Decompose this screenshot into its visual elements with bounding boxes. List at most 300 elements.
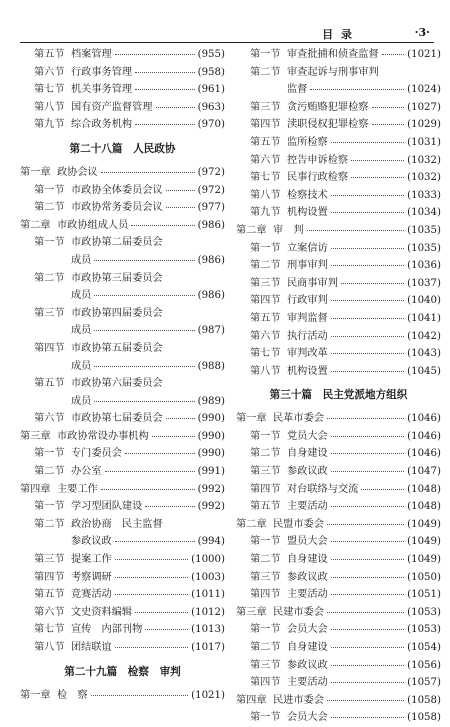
part-title: 第二十八篇 人民政协 xyxy=(69,142,176,155)
dot-leader xyxy=(331,471,404,472)
entry-page: (1024) xyxy=(407,84,441,96)
entry-label: 第二节 xyxy=(34,272,65,284)
entry-page: (992) xyxy=(197,501,225,513)
toc-section-entry xyxy=(236,445,441,463)
entry-label: 第二章 xyxy=(236,518,267,530)
toc-chapter-entry xyxy=(236,604,441,622)
entry-label: 第六节 xyxy=(34,66,65,78)
entry-label: 第一节 xyxy=(34,184,65,196)
entry-page: (1029) xyxy=(407,119,441,131)
entry-title: 办公室 xyxy=(71,466,102,478)
entry-page: (992) xyxy=(197,483,225,495)
dot-leader xyxy=(331,541,404,542)
entry-label: 第五节 xyxy=(250,501,281,513)
dot-leader xyxy=(351,160,404,161)
entry-page: (1037) xyxy=(407,277,441,289)
entry-label: 第三章 xyxy=(20,430,51,442)
entry-page: (961) xyxy=(197,84,225,96)
entry-page: (994) xyxy=(197,536,225,548)
entry-title: 学习型团队建设 xyxy=(71,501,143,513)
toc-section-entry xyxy=(236,257,441,275)
entry-page: (1021) xyxy=(407,49,441,60)
dot-leader xyxy=(94,401,195,402)
entry-title: 审查批捕和侦查监督 xyxy=(287,49,379,60)
toc-section-entry xyxy=(236,639,441,657)
entry-title: 审判改革 xyxy=(287,348,328,360)
entry-page: (1058) xyxy=(407,712,441,724)
entry-label: 第四节 xyxy=(250,483,281,495)
entry-page: (972) xyxy=(197,184,225,196)
toc-section-entry xyxy=(20,445,225,463)
toc-entry-continuation xyxy=(20,287,225,305)
entry-page: (1013) xyxy=(191,624,225,636)
entry-title: 成员 xyxy=(71,290,92,302)
entry-label: 第六节 xyxy=(34,606,65,618)
toc-section-entry xyxy=(236,586,441,604)
toc-section-entry xyxy=(236,116,441,134)
toc-section-entry xyxy=(236,169,441,187)
entry-title: 市政协第二届委员会 xyxy=(71,237,163,249)
entry-label: 第四章 xyxy=(20,483,51,495)
entry-label: 第八节 xyxy=(250,365,281,377)
dot-leader xyxy=(156,107,195,108)
dot-leader xyxy=(331,371,404,372)
entry-page: (1032) xyxy=(407,172,441,184)
dot-leader xyxy=(135,124,195,125)
dot-leader xyxy=(382,54,404,55)
entry-title: 审查起诉与刑事审判 xyxy=(287,66,379,78)
entry-page: (1012) xyxy=(191,606,225,618)
toc-column-right xyxy=(236,46,441,727)
entry-label: 第八节 xyxy=(34,642,65,653)
entry-title: 民革市委会 xyxy=(273,413,324,425)
part-heading xyxy=(20,134,225,164)
toc-chapter-entry xyxy=(20,164,225,182)
entry-title: 主要活动 xyxy=(287,589,328,601)
toc-section-entry xyxy=(20,305,225,323)
toc-section-entry xyxy=(20,375,225,393)
toc-chapter-entry xyxy=(20,217,225,235)
entry-title: 档案管理 xyxy=(71,49,112,60)
part-heading xyxy=(20,657,225,687)
entry-page: (1051) xyxy=(407,589,441,601)
toc-section-entry xyxy=(236,240,441,258)
entry-label: 第一节 xyxy=(34,501,65,513)
entry-label: 第七节 xyxy=(34,84,65,96)
dot-leader xyxy=(131,225,195,226)
entry-title: 民事行政检察 xyxy=(287,172,349,184)
entry-page: (970) xyxy=(197,119,225,131)
entry-title: 文史资料编辑 xyxy=(71,606,133,618)
toc-section-entry xyxy=(20,604,225,622)
entry-page: (991) xyxy=(197,466,225,478)
header-rule xyxy=(20,42,434,43)
entry-page: (986) xyxy=(197,254,225,266)
dot-leader xyxy=(101,489,195,490)
entry-page: (1003) xyxy=(191,571,225,583)
entry-page: (1034) xyxy=(407,207,441,219)
toc-section-entry xyxy=(236,481,441,499)
entry-title: 市政协第六届委员会 xyxy=(71,378,163,390)
dot-leader xyxy=(145,629,188,630)
entry-title: 市政协全体委员会议 xyxy=(71,184,163,196)
entry-title: 国有资产监督管理 xyxy=(71,101,153,113)
dot-leader xyxy=(331,453,404,454)
toc-column-left xyxy=(20,46,225,704)
entry-title: 监所检察 xyxy=(287,136,328,148)
entry-page: (990) xyxy=(197,448,225,460)
entry-page: (1040) xyxy=(407,295,441,307)
entry-page: (1049) xyxy=(407,536,441,548)
entry-label: 第四节 xyxy=(34,571,65,583)
dot-leader xyxy=(115,54,195,55)
entry-label: 第二章 xyxy=(236,224,267,236)
entry-page: (1046) xyxy=(407,448,441,460)
entry-label: 第二节 xyxy=(250,66,281,78)
entry-title: 主要活动 xyxy=(287,677,328,689)
entry-page: (1046) xyxy=(407,430,441,442)
entry-title: 自身建设 xyxy=(287,554,328,566)
toc-section-entry xyxy=(236,292,441,310)
entry-label: 第六节 xyxy=(250,154,281,166)
dot-leader xyxy=(331,248,404,249)
entry-page: (1011) xyxy=(191,589,225,601)
dot-leader xyxy=(166,207,195,208)
entry-label: 第一章 xyxy=(236,413,267,425)
dot-leader xyxy=(372,124,404,125)
dot-leader xyxy=(331,506,404,507)
entry-label: 第二章 xyxy=(20,219,51,231)
dot-leader xyxy=(331,436,404,437)
entry-page: (1054) xyxy=(407,642,441,653)
entry-page: (1049) xyxy=(407,518,441,530)
entry-label: 第七节 xyxy=(34,624,65,636)
toc-section-entry xyxy=(236,533,441,551)
entry-title: 党员大会 xyxy=(287,430,328,442)
dot-leader xyxy=(115,577,188,578)
entry-label: 第二节 xyxy=(34,202,65,214)
entry-label: 第二节 xyxy=(250,642,281,653)
toc-chapter-entry xyxy=(20,687,225,705)
entry-page: (1047) xyxy=(407,466,441,478)
entry-page: (986) xyxy=(197,290,225,302)
dot-leader xyxy=(331,300,404,301)
entry-page: (1036) xyxy=(407,260,441,272)
entry-label: 第九节 xyxy=(34,119,65,131)
toc-section-entry xyxy=(20,64,225,82)
toc-section-entry xyxy=(236,551,441,569)
entry-title: 刑事审判 xyxy=(287,260,328,272)
toc-section-entry xyxy=(236,64,441,82)
entry-label: 第一节 xyxy=(250,430,281,442)
entry-title: 机构设置 xyxy=(287,365,328,377)
entry-title: 对台联络与交流 xyxy=(287,483,359,495)
dot-leader xyxy=(331,682,404,683)
entry-label: 第二节 xyxy=(34,518,65,530)
entry-title: 监督 xyxy=(287,84,308,96)
entry-title: 检察技术 xyxy=(287,189,328,201)
entry-title: 市政协组成人员 xyxy=(57,219,129,231)
entry-label: 第五节 xyxy=(34,589,65,601)
entry-title: 政治协商 民主监督 xyxy=(71,518,163,530)
entry-title: 自身建设 xyxy=(287,448,328,460)
dot-leader xyxy=(94,330,195,331)
entry-label: 第二节 xyxy=(250,448,281,460)
entry-label: 第三节 xyxy=(250,101,281,113)
dot-leader xyxy=(341,283,404,284)
entry-label: 第三节 xyxy=(34,307,65,319)
entry-label: 第一节 xyxy=(34,448,65,460)
entry-title: 市政协第五届委员会 xyxy=(71,342,163,354)
toc-section-entry xyxy=(236,345,441,363)
entry-page: (977) xyxy=(197,202,225,214)
toc-section-entry xyxy=(20,99,225,117)
dot-leader xyxy=(331,577,404,578)
dot-leader xyxy=(307,230,404,231)
toc-section-entry xyxy=(236,363,441,381)
entry-title: 执行活动 xyxy=(287,330,328,342)
entry-page: (963) xyxy=(197,101,225,113)
entry-title: 民进市委会 xyxy=(273,694,324,706)
dot-leader xyxy=(166,190,195,191)
dot-leader xyxy=(310,89,404,90)
entry-title: 机关事务管理 xyxy=(71,84,133,96)
entry-title: 考察调研 xyxy=(71,571,112,583)
entry-label: 第七节 xyxy=(250,348,281,360)
toc-section-entry xyxy=(236,310,441,328)
entry-title: 民建市委会 xyxy=(273,606,324,618)
entry-label: 第四节 xyxy=(250,589,281,601)
entry-title: 主要活动 xyxy=(287,501,328,513)
entry-label: 第五节 xyxy=(34,49,65,60)
entry-title: 会员大会 xyxy=(287,624,328,636)
entry-page: (1056) xyxy=(407,659,441,671)
entry-title: 成员 xyxy=(71,360,92,372)
toc-chapter-entry xyxy=(236,692,441,710)
entry-page: (990) xyxy=(197,413,225,425)
entry-label: 第九节 xyxy=(250,207,281,219)
dot-leader xyxy=(327,612,404,613)
toc-section-entry xyxy=(20,116,225,134)
dot-leader xyxy=(135,72,195,73)
toc-section-entry xyxy=(236,134,441,152)
entry-page: (1048) xyxy=(407,483,441,495)
entry-page: (989) xyxy=(197,395,225,407)
entry-title: 参政议政 xyxy=(287,659,328,671)
entry-label: 第五节 xyxy=(34,378,65,390)
entry-page: (1049) xyxy=(407,554,441,566)
entry-label: 第六节 xyxy=(250,330,281,342)
entry-label: 第三节 xyxy=(250,571,281,583)
toc-section-entry xyxy=(20,182,225,200)
entry-page: (1050) xyxy=(407,571,441,583)
entry-page: (988) xyxy=(197,360,225,372)
entry-title: 市政协常设办事机构 xyxy=(57,430,149,442)
toc-section-entry xyxy=(236,621,441,639)
dot-leader xyxy=(135,89,195,90)
toc-section-entry xyxy=(236,46,441,64)
toc-section-entry xyxy=(236,498,441,516)
entry-title: 民盟市委会 xyxy=(273,518,324,530)
dot-leader xyxy=(94,260,195,261)
entry-label: 第二节 xyxy=(250,554,281,566)
dot-leader xyxy=(145,506,195,507)
entry-title: 民商事审判 xyxy=(287,277,338,289)
entry-title: 参政议政 xyxy=(71,536,112,548)
entry-title: 盟员大会 xyxy=(287,536,328,548)
entry-title: 审判监督 xyxy=(287,312,328,324)
entry-label: 第八节 xyxy=(250,189,281,201)
entry-page: (1046) xyxy=(407,413,441,425)
entry-title: 宣传 内部刊物 xyxy=(71,624,143,636)
entry-page: (1045) xyxy=(407,365,441,377)
page-number: ·3· xyxy=(414,26,430,39)
entry-page: (1035) xyxy=(407,242,441,254)
entry-page: (1032) xyxy=(407,154,441,166)
entry-title: 成员 xyxy=(71,395,92,407)
dot-leader xyxy=(101,172,195,173)
entry-title: 检 察 xyxy=(57,689,88,701)
entry-page: (1033) xyxy=(407,189,441,201)
entry-title: 市政协第四届委员会 xyxy=(71,307,163,319)
toc-section-entry xyxy=(236,275,441,293)
entry-page: (1031) xyxy=(407,136,441,148)
entry-label: 第六节 xyxy=(34,413,65,425)
entry-label: 第四节 xyxy=(250,295,281,307)
entry-title: 参政议政 xyxy=(287,571,328,583)
dot-leader xyxy=(166,418,195,419)
entry-label: 第一节 xyxy=(34,237,65,249)
dot-leader xyxy=(105,471,195,472)
toc-section-entry xyxy=(236,152,441,170)
entry-page: (955) xyxy=(197,49,225,60)
toc-chapter-entry xyxy=(236,516,441,534)
entry-label: 第四节 xyxy=(250,119,281,131)
entry-title: 行政事务管理 xyxy=(71,66,133,78)
part-title: 第三十篇 民主党派地方组织 xyxy=(269,389,408,402)
toc-section-entry xyxy=(20,498,225,516)
entry-title: 贪污贿赂犯罪检察 xyxy=(287,101,369,113)
entry-page: (1057) xyxy=(407,677,441,689)
toc-section-entry xyxy=(20,81,225,99)
toc-chapter-entry xyxy=(20,481,225,499)
entry-title: 参政议政 xyxy=(287,466,328,478)
dot-leader xyxy=(331,353,404,354)
entry-title: 机构设置 xyxy=(287,207,328,219)
entry-page: (1053) xyxy=(407,606,441,618)
entry-title: 专门委员会 xyxy=(71,448,122,460)
toc-section-entry xyxy=(20,270,225,288)
entry-title: 团结联谊 xyxy=(71,642,112,653)
entry-label: 第三节 xyxy=(250,659,281,671)
toc-chapter-entry xyxy=(236,410,441,428)
toc-section-entry xyxy=(236,428,441,446)
toc-section-entry xyxy=(236,99,441,117)
entry-title: 渎职侵权犯罪检察 xyxy=(287,119,369,131)
dot-leader xyxy=(94,295,195,296)
toc-section-entry xyxy=(236,328,441,346)
dot-leader xyxy=(327,418,404,419)
entry-page: (1027) xyxy=(407,101,441,113)
toc-entry-continuation xyxy=(20,393,225,411)
entry-title: 政协会议 xyxy=(57,166,98,178)
toc-section-entry xyxy=(236,569,441,587)
dot-leader xyxy=(331,142,404,143)
entry-label: 第五节 xyxy=(250,312,281,324)
dot-leader xyxy=(331,647,404,648)
toc-section-entry xyxy=(20,46,225,64)
entry-label: 第五节 xyxy=(250,136,281,148)
dot-leader xyxy=(94,366,195,367)
page-header xyxy=(0,0,450,40)
entry-title: 行政审判 xyxy=(287,295,328,307)
entry-title: 成员 xyxy=(71,254,92,266)
dot-leader xyxy=(327,524,404,525)
entry-label: 第三章 xyxy=(236,606,267,618)
toc-chapter-entry xyxy=(20,428,225,446)
dot-leader xyxy=(125,453,195,454)
entry-page: (1048) xyxy=(407,501,441,513)
dot-leader xyxy=(331,594,404,595)
entry-label: 第一节 xyxy=(250,242,281,254)
entry-label: 第八节 xyxy=(34,101,65,113)
entry-page: (987) xyxy=(197,325,225,337)
entry-label: 第三节 xyxy=(250,466,281,478)
dot-leader xyxy=(361,489,404,490)
dot-leader xyxy=(331,629,404,630)
entry-title: 审 判 xyxy=(273,224,304,236)
entry-page: (1035) xyxy=(407,224,441,236)
toc-section-entry xyxy=(20,410,225,428)
entry-label: 第三节 xyxy=(250,277,281,289)
dot-leader xyxy=(351,177,404,178)
entry-title: 控告申诉检察 xyxy=(287,154,349,166)
dot-leader xyxy=(331,265,404,266)
toc-section-entry xyxy=(236,657,441,675)
toc-section-entry xyxy=(20,340,225,358)
dot-leader xyxy=(115,541,195,542)
toc-entry-continuation xyxy=(20,252,225,270)
dot-leader xyxy=(331,212,404,213)
entry-title: 市政协常务委员会议 xyxy=(71,202,163,214)
entry-page: (1021) xyxy=(191,689,225,701)
entry-title: 成员 xyxy=(71,325,92,337)
entry-page: (1000) xyxy=(191,554,225,566)
entry-title: 主要工作 xyxy=(57,483,98,495)
entry-title: 自身建设 xyxy=(287,642,328,653)
dot-leader xyxy=(135,612,188,613)
dot-leader xyxy=(331,318,404,319)
entry-label: 第一节 xyxy=(250,712,281,724)
toc-section-entry xyxy=(20,551,225,569)
entry-label: 第四节 xyxy=(250,677,281,689)
entry-label: 第四章 xyxy=(236,694,267,706)
entry-label: 第一章 xyxy=(20,166,51,178)
dot-leader xyxy=(331,195,404,196)
toc-section-entry xyxy=(20,463,225,481)
entry-label: 第二节 xyxy=(250,260,281,272)
toc-entry-continuation xyxy=(236,81,441,99)
entry-page: (986) xyxy=(197,219,225,231)
entry-title: 提案工作 xyxy=(71,554,112,566)
dot-leader xyxy=(115,647,188,648)
dot-leader xyxy=(372,107,404,108)
toc-section-entry xyxy=(236,674,441,692)
toc-chapter-entry xyxy=(236,222,441,240)
entry-label: 第三节 xyxy=(34,554,65,566)
toc-entry-continuation xyxy=(20,358,225,376)
dot-leader xyxy=(327,700,404,701)
